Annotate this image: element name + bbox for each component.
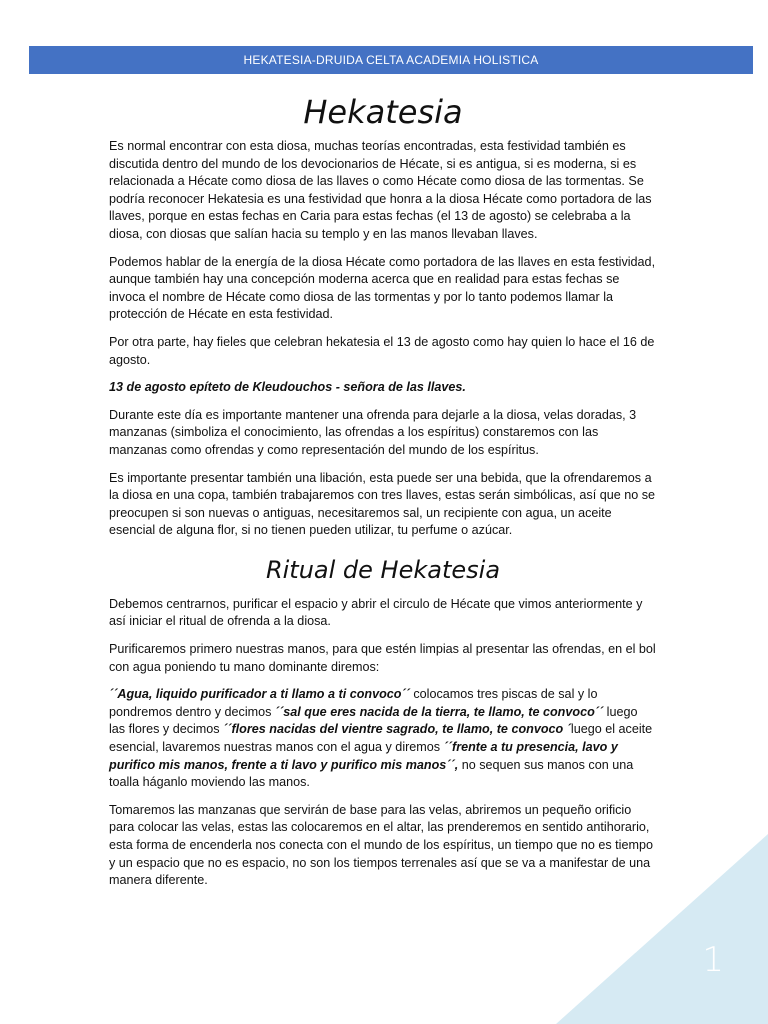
paragraph-intro: Es normal encontrar con esta diosa, muchas teorías encontradas, esta festividad también es discutida dentro del mundo de los devocionarios de Hécate, si es antigua, si es moderna, si es relacionada a Hécate como diosa de las llaves o como Hécate como diosa de las tormentas. Se podría reconocer Hekatesia es una festividad que honra a la diosa Hécate como portadora de las llaves, porque en estas fechas en Caria para estas fechas (el 13 de agosto) se celebraba a la diosa, con diosas que salían hacia su templo y en las manos llevaban llaves. — [109, 139, 652, 241]
invocation-flowers: ´´flores nacidas del vientre sagrado, te llamo, te convoco ´ — [223, 722, 571, 737]
paragraph-ritual-start: Debemos centrarnos, purificar el espacio y abrir el circulo de Hécate que vimos anteriormente y así iniciar el ritual de ofrenda a la diosa. — [109, 596, 643, 629]
header-bar — [29, 46, 753, 74]
invocation-wash: ´´frente a tu presencia, lavo y purifico mis manos, frente a ti lavo y purifico mis manos´´, — [109, 740, 618, 772]
page-number: 1 — [702, 940, 724, 980]
paragraph-purify-hands: Purificaremos primero nuestras manos, para que estén limpias al presentar las ofrendas, en el bol con agua poniendo tu mano dominante diremos: — [109, 642, 656, 674]
section-heading-ritual: Ritual de Hekatesia — [265, 555, 501, 584]
header-title: HEKATESIA-DRUIDA CELTA ACADEMIA HOLISTICA — [243, 53, 539, 67]
paragraph-libation: Es importante presentar también una libación, esta puede ser una bebida, que la ofrendaremos a la diosa en una copa, también trabajaremos con tres llaves, estas serán simbólicas, así que no se preocupen si son nuevas o antiguas, necesitaremos sal, un recipiente con agua, un aceite esencial de alguna flor, si no tienen pueden utilizar, tu perfume o azúcar. — [109, 470, 656, 538]
text-segment: luego las flores y decimos — [109, 704, 638, 737]
page-title: Hekatesia — [303, 93, 463, 131]
paragraph-energy: Podemos hablar de la energía de la diosa Hécate como portadora de las llaves en esta festividad, aunque también hay una concepción moderna acerca que en realidad para estas fechas se invoca el nombre de Hécate como diosa de las tormentas y por lo tanto podemos llamar la protección de Hécate en esta festividad. — [109, 254, 656, 322]
corner-decoration — [556, 834, 768, 1024]
paragraph-invocations — [109, 686, 657, 792]
paragraph-offering: Durante este día es importante mantener una ofrenda para dejarle a la diosa, velas doradas, 3 manzanas (simboliza el conocimiento, las ofrendas a los espíritus) constaremos con las manzanas como ofrendas y como representación del mundo de los espíritus. — [109, 407, 637, 457]
invocation-salt: ´´sal que eres nacida de la tierra, te llamo, te convoco´´ — [274, 704, 604, 719]
text-segment: luego el aceite esencial, lavaremos nuestras manos con el agua y diremos — [109, 722, 653, 755]
text-segment: colocamos tres piscas de sal y lo pondremos dentro y decimos — [109, 687, 598, 719]
paragraph-dates: Por otra parte, hay fieles que celebran hekatesia el 13 de agosto como hay quien lo hace el 16 de agosto. — [109, 334, 655, 367]
invocation-water: ´´Agua, liquido purificador a ti llamo a ti convoco´´ — [109, 687, 410, 702]
paragraph-apples-candles: Tomaremos las manzanas que servirán de base para las velas, abriremos un pequeño orificio para colocar las velas, estas las colocaremos en el altar, las prenderemos en sentido antihorario, esta forma de encenderla nos conecta con el mundo de los espíritus, un tiempo que no es tiempo y un espacio que no es espacio, no son los tiempos terrenales así que se va a manifestar de una manera diferente. — [109, 802, 653, 888]
text-segment: no sequen sus manos con una toalla háganlo moviendo las manos. — [109, 757, 634, 790]
document-body — [109, 90, 657, 900]
paragraph-epithet: 13 de agosto epíteto de Kleudouchos - señora de las llaves. — [109, 380, 466, 395]
